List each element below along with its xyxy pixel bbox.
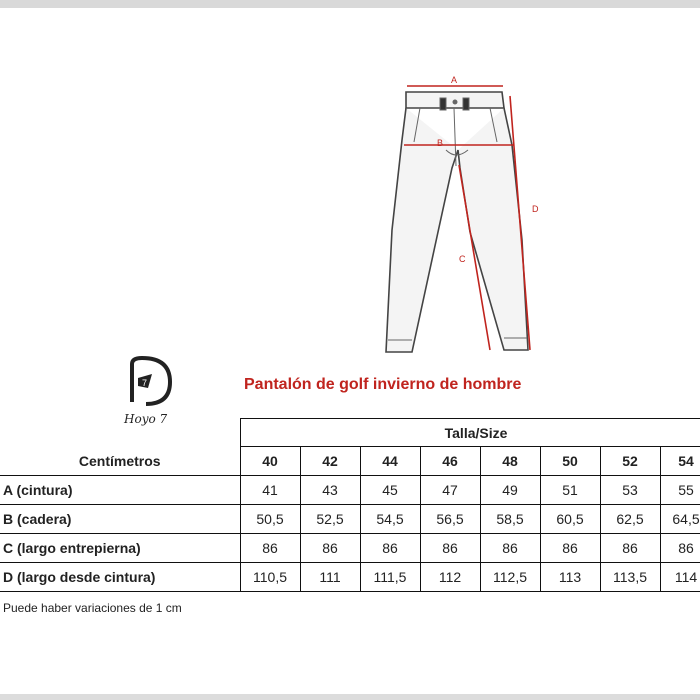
- size-col: 50: [540, 447, 600, 476]
- label-a: A: [451, 75, 458, 85]
- table-cell: 54,5: [360, 505, 420, 534]
- table-cell: 49: [480, 476, 540, 505]
- table-cell: 86: [420, 534, 480, 563]
- table-row: [0, 476, 700, 505]
- table-cell: 43: [300, 476, 360, 505]
- table-cell: 47: [420, 476, 480, 505]
- logo-mark: 7: [142, 378, 148, 388]
- size-col: 42: [300, 447, 360, 476]
- row-label: A (cintura): [0, 476, 240, 505]
- row-label: B (cadera): [0, 505, 240, 534]
- row-label: D (largo desde cintura): [0, 563, 240, 592]
- table-row: [0, 505, 700, 534]
- size-header: Talla/Size: [240, 419, 700, 447]
- table-cell: 62,5: [600, 505, 660, 534]
- size-col: 46: [420, 447, 480, 476]
- label-b: B: [437, 138, 444, 148]
- row-label: C (largo entrepierna): [0, 534, 240, 563]
- table-cell: 86: [480, 534, 540, 563]
- unit-header: Centímetros: [0, 447, 240, 476]
- table-cell: 111: [300, 563, 360, 592]
- size-col: 44: [360, 447, 420, 476]
- size-col: 54: [660, 447, 700, 476]
- table-cell: 86: [360, 534, 420, 563]
- size-col: 40: [240, 447, 300, 476]
- table-cell: 64,5: [660, 505, 700, 534]
- table-cell: 86: [660, 534, 700, 563]
- blank-corner: [0, 419, 240, 447]
- pants-outline: [386, 92, 528, 352]
- table-cell: 112,5: [480, 563, 540, 592]
- size-table: [0, 418, 700, 592]
- table-cell: 110,5: [240, 563, 300, 592]
- table-cell: 113,5: [600, 563, 660, 592]
- table-cell: 45: [360, 476, 420, 505]
- table-cell: 112: [420, 563, 480, 592]
- table-cell: 51: [540, 476, 600, 505]
- size-col: 48: [480, 447, 540, 476]
- table-cell: 60,5: [540, 505, 600, 534]
- table-cell: 55: [660, 476, 700, 505]
- label-c: C: [459, 254, 466, 264]
- variation-note: Puede haber variaciones de 1 cm: [3, 601, 182, 615]
- label-d: D: [532, 204, 539, 214]
- product-title: Pantalón de golf invierno de hombre: [244, 376, 522, 393]
- table-cell: 86: [540, 534, 600, 563]
- bottom-border: [0, 694, 700, 700]
- table-cell: 114: [660, 563, 700, 592]
- table-cell: 111,5: [360, 563, 420, 592]
- table-cell: 86: [240, 534, 300, 563]
- table-cell: 113: [540, 563, 600, 592]
- table-cell: 56,5: [420, 505, 480, 534]
- table-row: [0, 534, 700, 563]
- table-row: [0, 563, 700, 592]
- table-cell: 58,5: [480, 505, 540, 534]
- table-cell: 86: [300, 534, 360, 563]
- table-cell: 53: [600, 476, 660, 505]
- table-cell: 86: [600, 534, 660, 563]
- logo-text: Hoyo 7: [124, 412, 168, 426]
- table-cell: 41: [240, 476, 300, 505]
- table-cell: 52,5: [300, 505, 360, 534]
- table-cell: 50,5: [240, 505, 300, 534]
- size-col: 52: [600, 447, 660, 476]
